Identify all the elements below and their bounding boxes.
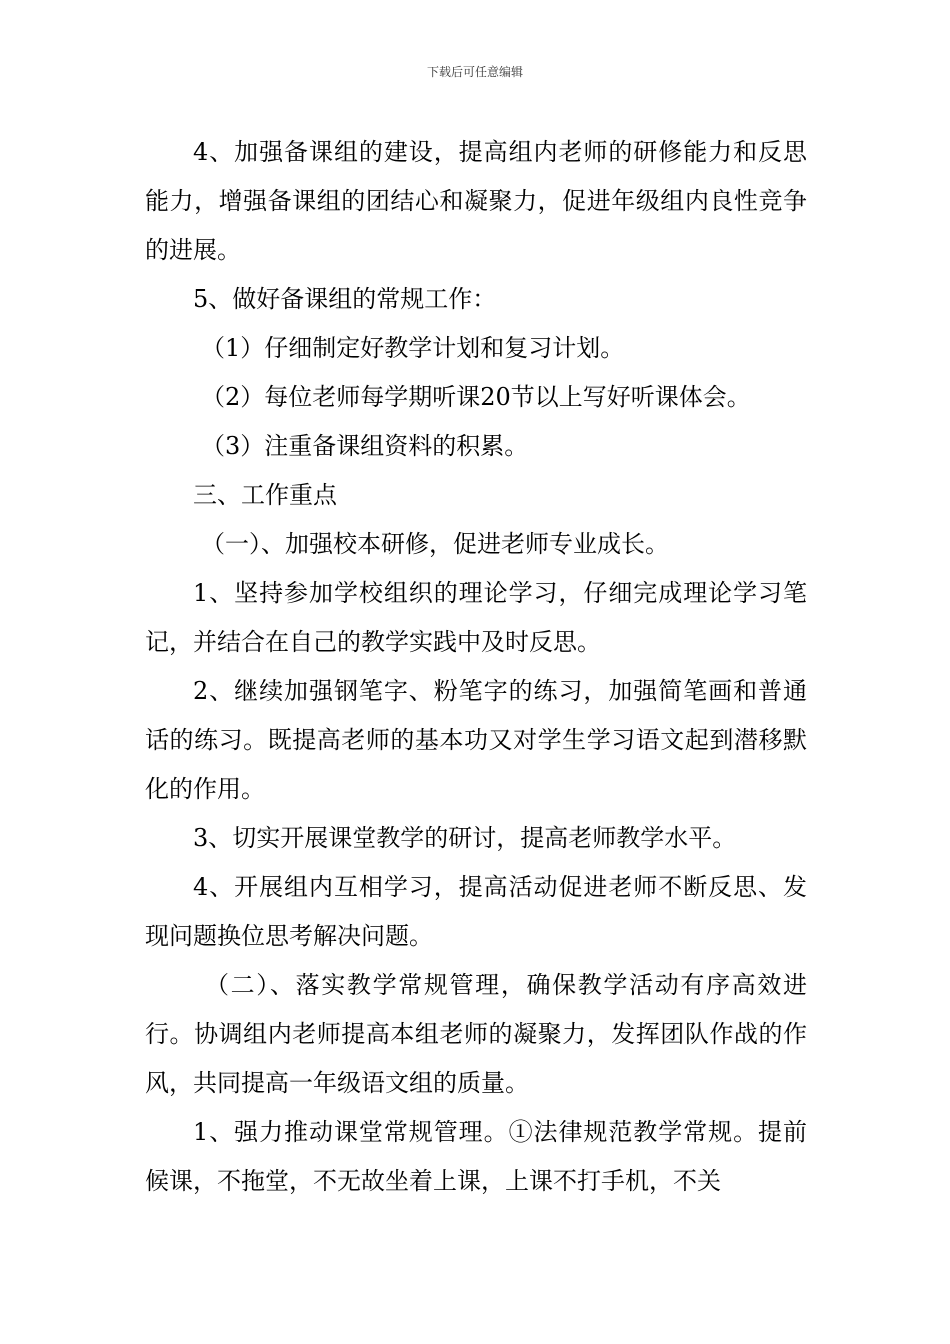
paragraph-routine-1: 1、强力推动课堂常规管理。①法律规范教学常规。提前候课，不拖堂，不无故坐着上课，上课不打手机，不关 (145, 1118, 807, 1195)
paragraph-item-5: 5、做好备课组的常规工作： (193, 285, 497, 313)
paragraph-point-2: 2、继续加强钢笔字、粉笔字的练习，加强简笔画和普通话的练习。既提高老师的基本功又对学生学习语文起到潜移默化的作用。 (145, 677, 807, 803)
paragraph-point-4: 4、开展组内互相学习，提高活动促进老师不断反思、发现问题换位思考解决问题。 (145, 873, 807, 950)
page-header: 下载后可任意编辑 (426, 65, 523, 79)
paragraph-point-1: 1、坚持参加学校组织的理论学习，仔细完成理论学习笔记，并结合在自己的教学实践中及时反思。 (145, 579, 807, 656)
paragraph-subitem-3: （3）注重备课组资料的积累。 (201, 432, 529, 460)
subsection-heading-1: （一）、加强校本研修，促进老师专业成长。 (201, 530, 669, 558)
paragraph-point-3: 3、切实开展课堂教学的研讨，提高老师教学水平。 (193, 824, 737, 852)
paragraph-item-4: 4、加强备课组的建设，提高组内老师的研修能力和反思能力，增强备课组的团结心和凝聚力，促进年级组内良性竞争的进展。 (145, 138, 807, 264)
paragraph-subitem-1: （1）仔细制定好教学计划和复习计划。 (201, 334, 625, 362)
section-heading-work-focus: 三、工作重点 (193, 481, 337, 509)
document-body (145, 128, 807, 1206)
paragraph-subitem-2: （2）每位老师每学期听课20节以上写好听课体会。 (201, 383, 751, 411)
subsection-heading-2: （二）、落实教学常规管理，确保教学活动有序高效进行。协调组内老师提高本组老师的凝聚力，发挥团队作战的作风，共同提高一年级语文组的质量。 (145, 971, 807, 1097)
